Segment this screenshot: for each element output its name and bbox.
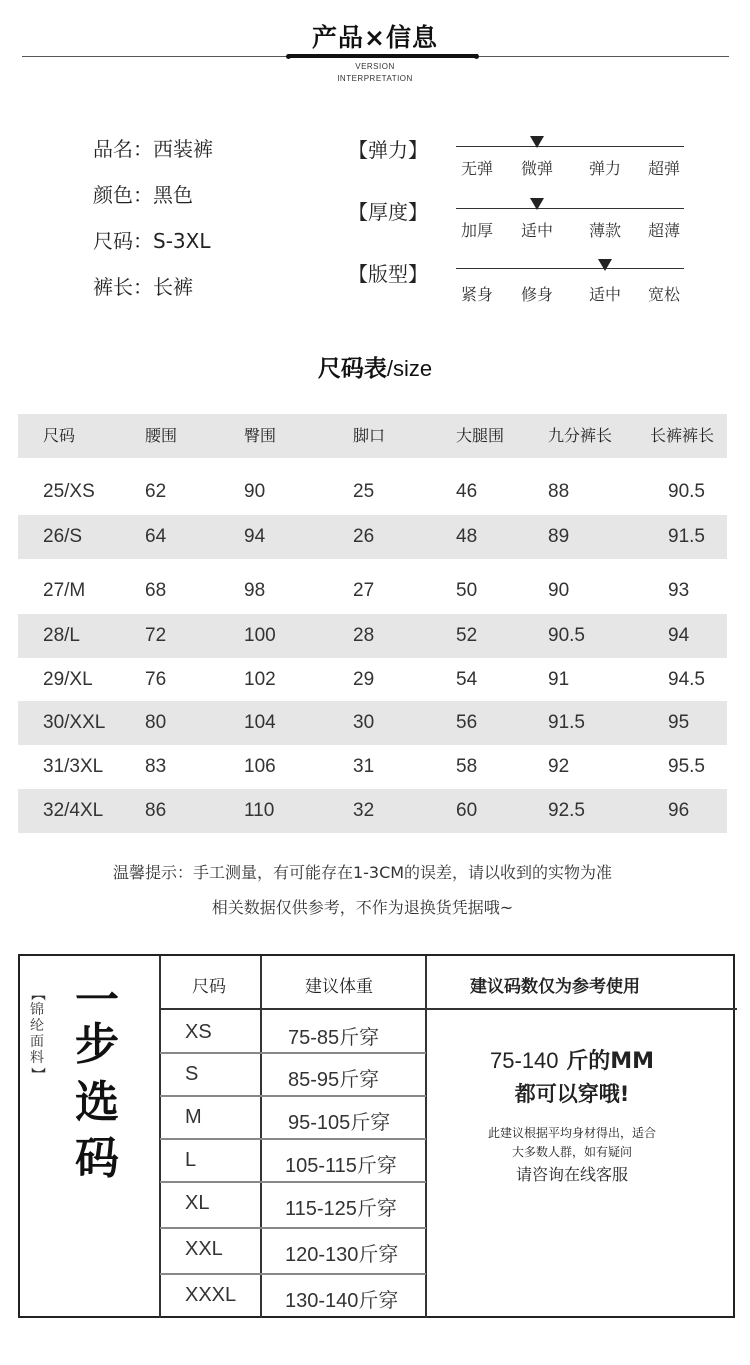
grid-divider (160, 1008, 737, 1010)
product-name: 品名：西装裤 (93, 137, 213, 161)
table-cell: 62 (145, 481, 167, 502)
table-cell: 60 (456, 800, 478, 821)
grid-divider (160, 1181, 426, 1183)
table-cell: 106 (244, 756, 276, 777)
table-row (18, 614, 727, 658)
size-selector-box (18, 954, 735, 1318)
selector-size-cell: XS (185, 1021, 212, 1043)
size-chart-title (0, 350, 750, 383)
advice-weight-range (427, 1044, 717, 1075)
table-cell: 110 (244, 800, 275, 821)
table-cell: 104 (244, 712, 276, 733)
table-cell: 52 (456, 625, 478, 646)
header-subtitle-1: VERSION (355, 62, 395, 71)
table-cell: 80 (145, 712, 167, 733)
grid-divider (160, 1138, 426, 1140)
table-cell: 31/3XL (43, 756, 104, 777)
fit-scale-line (456, 268, 684, 269)
selector-size-cell: M (185, 1106, 202, 1128)
table-cell: 88 (548, 481, 570, 502)
table-row (18, 569, 727, 613)
thickness-option: 适中 (521, 221, 554, 240)
table-cell: 90 (244, 481, 266, 502)
table-cell: 86 (145, 800, 167, 821)
table-cell: 31 (353, 756, 375, 777)
col-header-weight: 建议体重 (305, 977, 373, 997)
grid-divider (160, 1052, 426, 1054)
grid-divider (159, 956, 161, 1318)
fit-indicator-icon (598, 259, 612, 271)
product-size-range: 尺码：S-3XL (93, 229, 211, 253)
selector-size-cell: XXL (185, 1238, 223, 1260)
table-row (18, 745, 727, 789)
size-chart-title-main: 尺码表 (317, 356, 387, 382)
fabric-char: 锦 纶 面 料 (30, 1002, 44, 1066)
thickness-option: 加厚 (461, 221, 494, 240)
header-subtitle-2: INTERPRETATION (337, 74, 413, 83)
table-cell: 94 (244, 526, 266, 547)
elasticity-scale-line (456, 146, 684, 147)
selector-size-cell: XL (185, 1192, 210, 1214)
thickness-scale-line (456, 208, 684, 209)
size-chart-title-sub: size (393, 356, 433, 381)
advice-note-1: 此建议根据平均身材得出，适合 (487, 1126, 656, 1140)
table-cell: 72 (145, 625, 167, 646)
selector-weight-cell: 95-105斤穿 (288, 1112, 391, 1134)
table-cell: 98 (244, 580, 266, 601)
table-cell: 28/L (43, 625, 80, 646)
table-cell: 29/XL (43, 669, 93, 690)
grid-divider (160, 1227, 426, 1229)
elasticity-option: 超弹 (648, 159, 681, 178)
fit-label: 【版型】 (348, 262, 428, 286)
table-cell: 90 (548, 580, 570, 601)
fabric-bracket-bottom: 】 (29, 1067, 45, 1081)
fit-option: 紧身 (461, 285, 494, 304)
elasticity-option: 弹力 (589, 159, 622, 178)
table-cell: 腰围 (145, 426, 178, 445)
table-cell: 91 (548, 669, 570, 690)
heading-char: 步 (75, 1019, 119, 1070)
table-cell: 尺码 (43, 426, 76, 445)
heading-char: 一 (75, 975, 119, 1026)
elasticity-label: 【弹力】 (348, 138, 428, 162)
table-cell: 32/4XL (43, 800, 104, 821)
table-cell: 48 (456, 526, 478, 547)
thickness-indicator-icon (530, 198, 544, 210)
fit-option: 适中 (589, 285, 622, 304)
product-length: 裤长：长裤 (93, 275, 193, 299)
elasticity-indicator-icon (530, 136, 544, 148)
header-dot-left (286, 54, 291, 59)
table-row (18, 515, 727, 559)
selector-weight-cell: 115-125斤穿 (285, 1198, 397, 1220)
table-row (18, 701, 727, 745)
page-title: 产品×信息 (312, 23, 438, 52)
thickness-option: 薄款 (589, 221, 622, 240)
table-cell: 27 (353, 580, 375, 601)
selector-size-cell: L (185, 1149, 197, 1171)
table-cell: 25/XS (43, 481, 95, 502)
header-dot-right (474, 54, 479, 59)
col-header-note: 建议码数仅为参考使用 (470, 977, 640, 997)
table-cell: 92.5 (548, 800, 585, 821)
grid-divider (160, 1273, 426, 1275)
table-cell: 九分裤长 (548, 426, 613, 445)
table-cell: 96 (668, 800, 690, 821)
table-cell: 50 (456, 580, 478, 601)
table-cell: 68 (145, 580, 167, 601)
heading-char: 码 (75, 1133, 119, 1184)
table-cell: 大腿围 (456, 426, 505, 445)
heading-char: 选 (75, 1077, 119, 1128)
fabric-side-label (26, 986, 48, 1082)
table-cell: 95 (668, 712, 690, 733)
table-cell: 54 (456, 669, 478, 690)
table-cell: 94 (668, 625, 690, 646)
fit-option: 宽松 (648, 285, 681, 304)
table-cell: 27/M (43, 580, 86, 601)
col-header-size: 尺码 (192, 977, 226, 997)
advice-contact-service: 请咨询在线客服 (515, 1165, 628, 1184)
table-cell: 91.5 (668, 526, 705, 547)
advice-weight-text: 斤的MM (558, 1049, 654, 1074)
table-cell: 100 (244, 625, 276, 646)
selector-size-cell: XXXL (185, 1284, 237, 1306)
table-cell: 长裤裤长 (650, 426, 715, 445)
table-header-row (18, 414, 727, 458)
table-row (18, 789, 727, 833)
table-cell: 91.5 (548, 712, 585, 733)
product-color: 颜色：黑色 (93, 183, 193, 207)
measurement-tip: 温馨提示：手工测量，有可能存在1-3CM的误差，请以收到的实物为准 (112, 863, 613, 882)
table-row (18, 658, 727, 702)
grid-divider (260, 956, 262, 1318)
advice-weight-number: 75-140 (490, 1048, 559, 1073)
fabric-bracket-top: 【 (29, 987, 45, 1001)
table-cell: 102 (244, 669, 276, 690)
table-cell: 90.5 (548, 625, 585, 646)
table-cell: 25 (353, 481, 375, 502)
table-cell: 90.5 (668, 481, 705, 502)
advice-fit-all: 都可以穿哦! (514, 1082, 630, 1106)
selector-weight-cell: 130-140斤穿 (285, 1290, 399, 1312)
fit-option: 修身 (521, 285, 554, 304)
table-cell: 58 (456, 756, 478, 777)
table-cell: 26 (353, 526, 375, 547)
table-cell: 83 (145, 756, 167, 777)
thickness-label: 【厚度】 (348, 200, 428, 224)
table-cell: 脚口 (353, 426, 386, 445)
selector-weight-cell: 75-85斤穿 (288, 1027, 380, 1049)
table-row (18, 470, 727, 514)
selector-weight-cell: 105-115斤穿 (285, 1155, 397, 1177)
table-cell: 28 (353, 625, 375, 646)
selector-weight-cell: 120-130斤穿 (285, 1244, 399, 1266)
selector-weight-cell: 85-95斤穿 (288, 1069, 380, 1091)
selector-size-cell: S (185, 1063, 199, 1085)
table-cell: 30/XXL (43, 712, 106, 733)
advice-note-2: 大多数人群，如有疑问 (511, 1145, 632, 1159)
table-cell: 93 (668, 580, 690, 601)
table-cell: 26/S (43, 526, 83, 547)
elasticity-option: 无弹 (461, 159, 494, 178)
header-accent-bar (288, 54, 478, 58)
table-cell: 56 (456, 712, 478, 733)
table-cell: 臀围 (244, 426, 277, 445)
table-cell: 94.5 (668, 669, 705, 690)
table-cell: 29 (353, 669, 375, 690)
measurement-disclaimer: 相关数据仅供参考，不作为退换货凭据哦~ (211, 898, 514, 917)
table-cell: 30 (353, 712, 375, 733)
table-cell: 76 (145, 669, 167, 690)
table-cell: 32 (353, 800, 375, 821)
elasticity-option: 微弹 (521, 159, 554, 178)
table-cell: 46 (456, 481, 478, 502)
size-chart-title-slash: / (386, 356, 393, 381)
table-cell: 64 (145, 526, 167, 547)
table-cell: 92 (548, 756, 570, 777)
thickness-option: 超薄 (648, 221, 681, 240)
table-cell: 95.5 (668, 756, 705, 777)
grid-divider (160, 1095, 426, 1097)
table-cell: 89 (548, 526, 570, 547)
